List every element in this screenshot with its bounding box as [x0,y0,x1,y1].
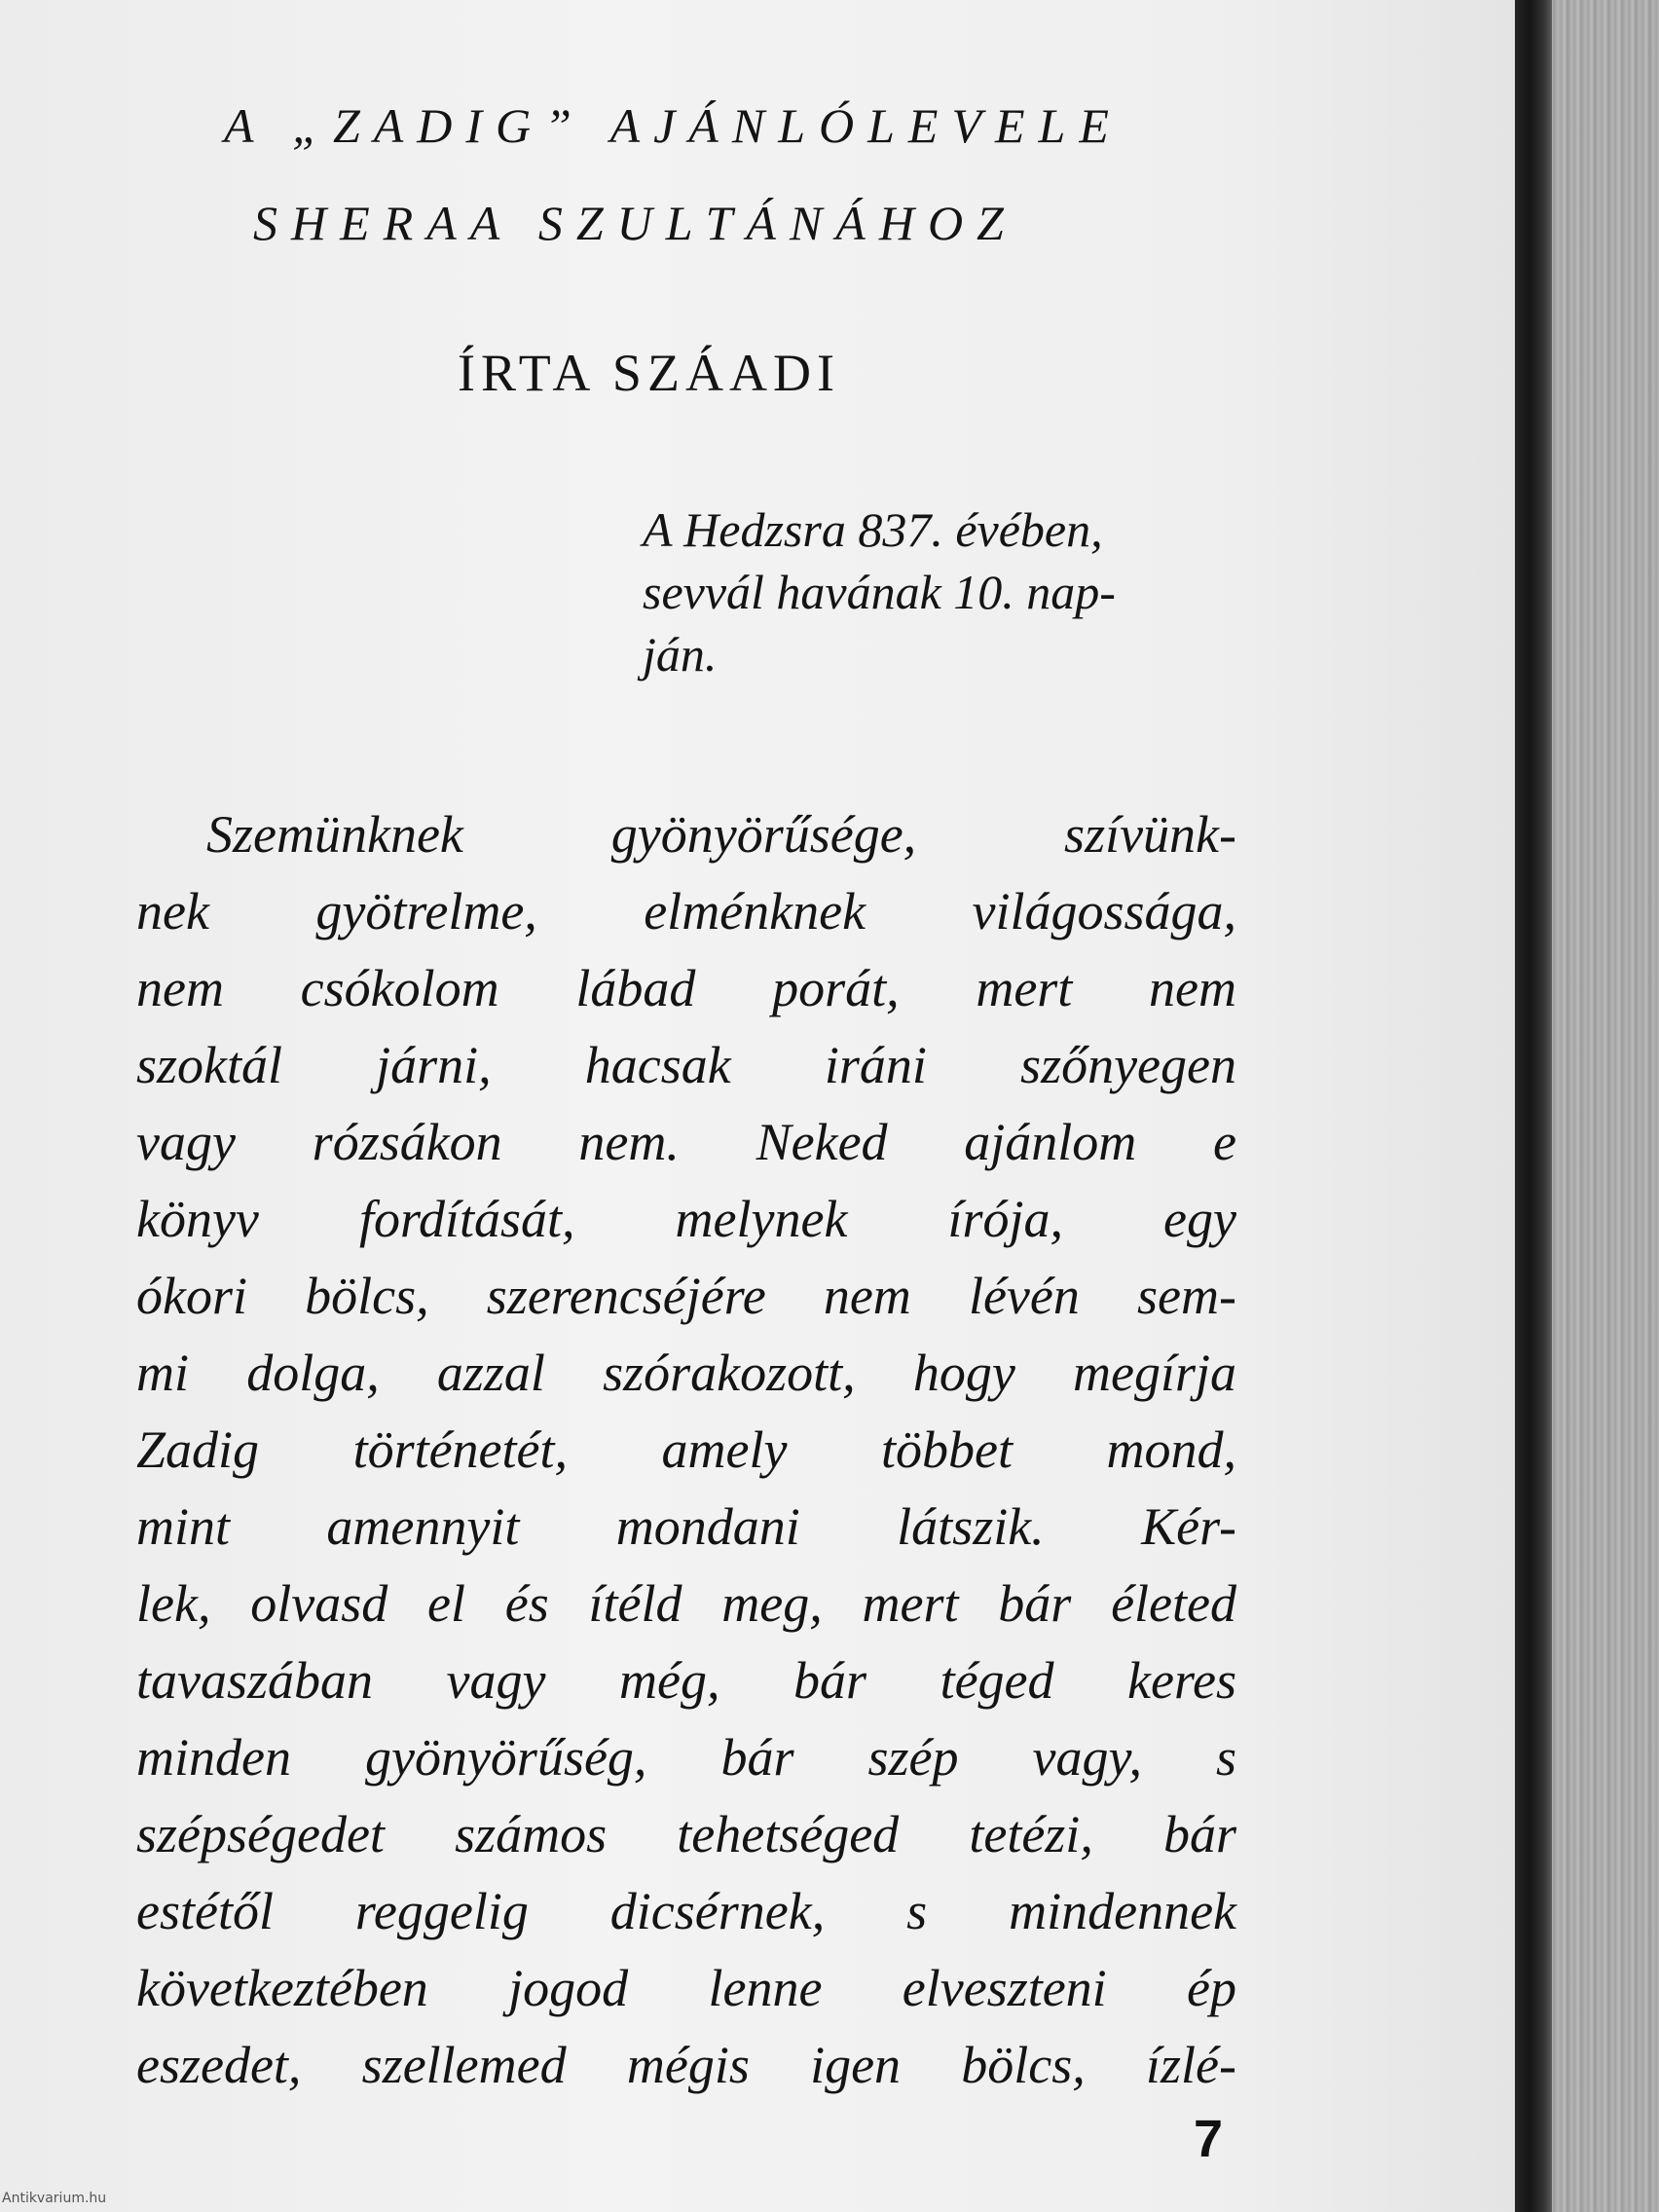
body-line: vagy rózsákon nem. Neked ajánlom e [136,1113,1236,1171]
author-line: ÍRTA SZÁADI [458,344,840,402]
body-paragraph [136,796,1236,2104]
body-line: szoktál járni, hacsak iráni szőnyegen [136,1036,1236,1094]
dateline [643,498,1246,685]
body-line: minden gyönyörűség, bár szép vagy, s [136,1728,1236,1787]
page-number: 7 [1194,2110,1224,2168]
body-line: ókori bölcs, szerencséjére nem lévén sem- [136,1267,1236,1325]
body-line: mint amennyit mondani látszik. Kér- [136,1497,1236,1556]
body-line: Szemünknek gyönyörűsége, szívünk- [206,805,1236,864]
book-edge [1511,0,1552,2212]
body-line: tavaszában vagy még, bár téged keres [136,1651,1236,1710]
dateline-line: A Hedzsra 837. évében, [643,502,1103,557]
body-line: nek gyötrelme, elménknek világossága, [136,882,1236,940]
dateline-line: sevvál havának 10. nap- [643,565,1116,619]
body-line: estétől reggelig dicsérnek, s mindennek [136,1882,1236,1940]
body-line: nem csókolom lábad porát, mert nem [136,959,1236,1017]
dateline-line: ján. [643,627,718,682]
body-line: Zadig történetét, amely többet mond, [136,1420,1236,1479]
body-line: szépségedet számos tehetséged tetézi, bár [136,1805,1236,1863]
dedication-title-line-1: A „ZADIG” AJÁNLÓLEVELE [224,98,1123,153]
dedication-title-line-2: SHERAA SZULTÁNÁHOZ [253,196,1017,250]
body-line: mi dolga, azzal szórakozott, hogy megírja [136,1344,1236,1402]
body-line: eszedet, szellemed mégis igen bölcs, ízlé- [136,2036,1236,2094]
background-surface [1548,0,1659,2212]
watermark: Antikvarium.hu [2,2191,107,2206]
body-line: következtében jogod lenne elveszteni ép [136,1959,1236,2017]
body-line: lek, olvasd el és ítéld meg, mert bár életed [136,1574,1236,1633]
body-line: könyv fordítását, melynek írója, egy [136,1190,1236,1248]
